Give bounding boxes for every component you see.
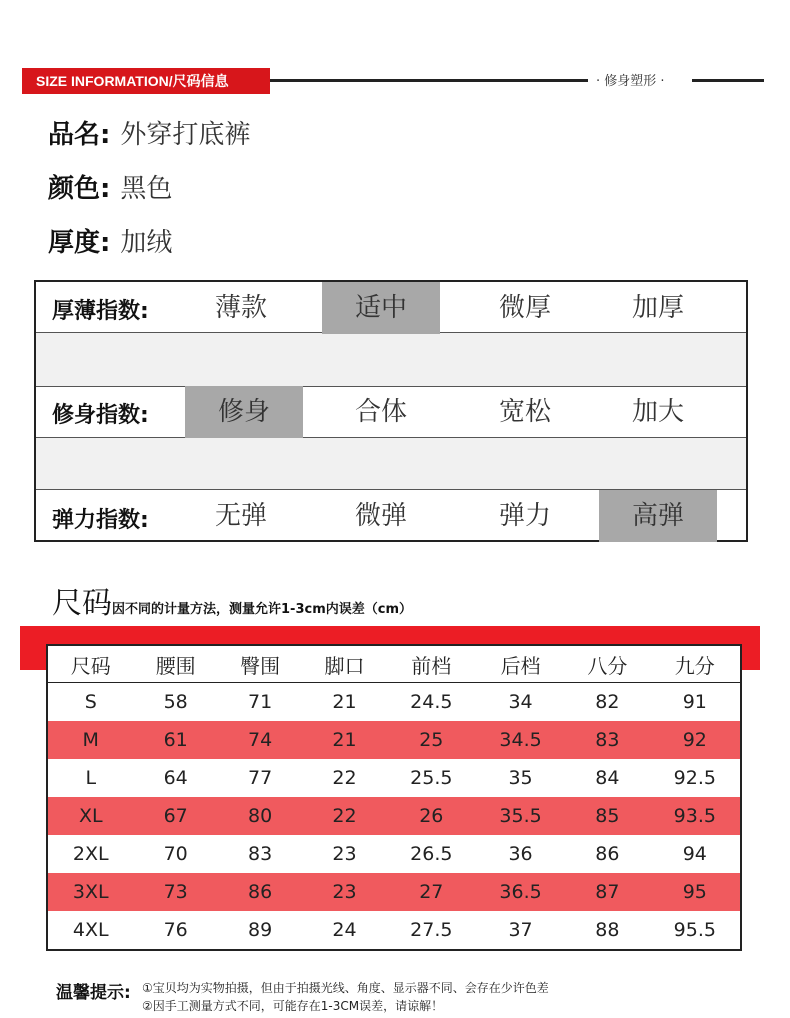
measure-cell: 85	[565, 797, 649, 835]
measure-cell: 67	[134, 797, 218, 835]
measure-cell: 95	[650, 873, 741, 911]
measure-cell: 36	[508, 843, 533, 865]
product-thickness-label: 厚度:	[48, 228, 111, 258]
column-header: 脚口	[302, 645, 386, 683]
measure-cell: 73	[134, 873, 218, 911]
measure-cell: 34.5	[476, 721, 565, 759]
size-cell: 2XL	[72, 843, 109, 865]
measure-cell: 88	[595, 919, 620, 941]
measure-cell: 70	[163, 843, 188, 865]
measure-cell: 84	[595, 767, 620, 789]
column-header: 八分	[565, 645, 649, 683]
size-cell: XL	[47, 797, 134, 835]
product-thickness-row	[48, 222, 172, 259]
elasticity-option: 无弹	[214, 501, 267, 531]
table-row	[47, 835, 741, 873]
column-header: 腰围	[134, 645, 218, 683]
measure-cell: 22	[332, 767, 357, 789]
fit-option: 宽松	[498, 397, 551, 427]
header-subtitle: · 修身塑形 ·	[596, 74, 665, 89]
size-title: 尺码	[52, 586, 112, 621]
measure-cell: 21	[332, 691, 357, 713]
tip-line-1: ①宝贝均为实物拍摄，但由于拍摄光线、角度、显示器不同、会存在少许色差	[142, 981, 549, 995]
measure-cell: 83	[565, 721, 649, 759]
size-cell: 4XL	[72, 919, 109, 941]
measure-cell: 76	[163, 919, 188, 941]
measure-cell: 27.5	[410, 919, 453, 941]
measure-cell: 74	[218, 721, 302, 759]
measure-cell: 58	[163, 691, 188, 713]
measure-cell: 93.5	[650, 797, 741, 835]
measure-cell: 89	[247, 919, 273, 941]
tip-line-2: ②因手工测量方式不同，可能存在1-3CM误差，请谅解！	[142, 999, 444, 1013]
measure-cell: 82	[595, 691, 620, 713]
product-color-value: 黑色	[120, 174, 173, 204]
thickness-option: 适中	[322, 282, 440, 334]
thickness-option: 微厚	[498, 293, 551, 323]
product-name-row	[48, 114, 250, 151]
measure-cell: 26	[387, 797, 476, 835]
size-cell: 3XL	[47, 873, 134, 911]
size-table-header	[47, 645, 741, 683]
measure-cell: 86	[218, 873, 302, 911]
measure-cell: 95.5	[673, 919, 716, 941]
column-header: 九分	[650, 645, 741, 683]
size-cell: M	[47, 721, 134, 759]
table-row	[47, 911, 741, 950]
column-header: 后档	[476, 645, 565, 683]
column-header: 臀围	[218, 645, 302, 683]
measure-cell: 24	[332, 919, 357, 941]
measure-cell: 91	[682, 691, 707, 713]
fit-option: 修身	[185, 386, 303, 438]
table-row	[47, 683, 741, 722]
measure-cell: 34	[508, 691, 533, 713]
thickness-option: 薄款	[214, 293, 267, 323]
measure-cell: 92.5	[673, 767, 716, 789]
size-cell: L	[85, 767, 97, 789]
column-header: 尺码	[47, 645, 134, 683]
product-color-label: 颜色:	[48, 174, 111, 204]
index-spacer-2	[36, 437, 746, 489]
elasticity-option: 弹力	[498, 501, 551, 531]
measure-cell: 83	[247, 843, 273, 865]
product-name-value: 外穿打底裤	[120, 120, 251, 150]
measure-cell: 77	[247, 767, 273, 789]
elasticity-option: 高弹	[599, 490, 717, 542]
measure-cell: 22	[302, 797, 386, 835]
measure-cell: 36.5	[476, 873, 565, 911]
fit-option: 加大	[631, 397, 684, 427]
elasticity-option: 微弹	[354, 501, 407, 531]
measure-cell: 26.5	[410, 843, 453, 865]
measure-cell: 37	[508, 919, 533, 941]
product-name-label: 品名:	[48, 120, 111, 150]
measure-cell: 25.5	[410, 767, 453, 789]
table-row	[47, 873, 741, 911]
measure-cell: 23	[302, 873, 386, 911]
size-table-body	[47, 683, 741, 951]
elasticity-index-label: 弹力指数:	[52, 508, 149, 533]
thickness-index-label: 厚薄指数:	[52, 299, 149, 324]
size-table	[46, 644, 742, 951]
table-row	[47, 759, 741, 797]
measure-cell: 64	[163, 767, 188, 789]
table-row	[47, 721, 741, 759]
measure-cell: 94	[682, 843, 707, 865]
header-divider-left	[270, 79, 588, 82]
header-divider-right	[692, 79, 764, 82]
measure-cell: 92	[650, 721, 741, 759]
table-row	[47, 797, 741, 835]
measure-cell: 35.5	[476, 797, 565, 835]
size-measure-note: 因不同的计量方法，测量允许1-3cm内误差（cm）	[112, 602, 412, 617]
fit-index-label: 修身指数:	[52, 403, 149, 428]
measure-cell: 80	[218, 797, 302, 835]
fit-option: 合体	[354, 397, 407, 427]
size-section-title	[52, 578, 412, 622]
measure-cell: 35	[508, 767, 533, 789]
measure-cell: 23	[332, 843, 357, 865]
measure-cell: 71	[247, 691, 273, 713]
measure-cell: 21	[302, 721, 386, 759]
measure-cell: 25	[387, 721, 476, 759]
thickness-option: 加厚	[631, 293, 684, 323]
measure-cell: 87	[565, 873, 649, 911]
product-color-row	[48, 168, 172, 205]
measure-cell: 24.5	[410, 691, 453, 713]
size-cell: S	[84, 691, 97, 713]
measure-cell: 27	[387, 873, 476, 911]
measure-cell: 61	[134, 721, 218, 759]
index-spacer-1	[36, 333, 746, 386]
size-information-tag: SIZE INFORMATION/尺码信息	[22, 68, 270, 94]
product-thickness-value: 加绒	[120, 228, 173, 258]
column-header: 前档	[387, 645, 476, 683]
measure-cell: 86	[595, 843, 620, 865]
tips-label: 温馨提示:	[56, 983, 131, 1003]
